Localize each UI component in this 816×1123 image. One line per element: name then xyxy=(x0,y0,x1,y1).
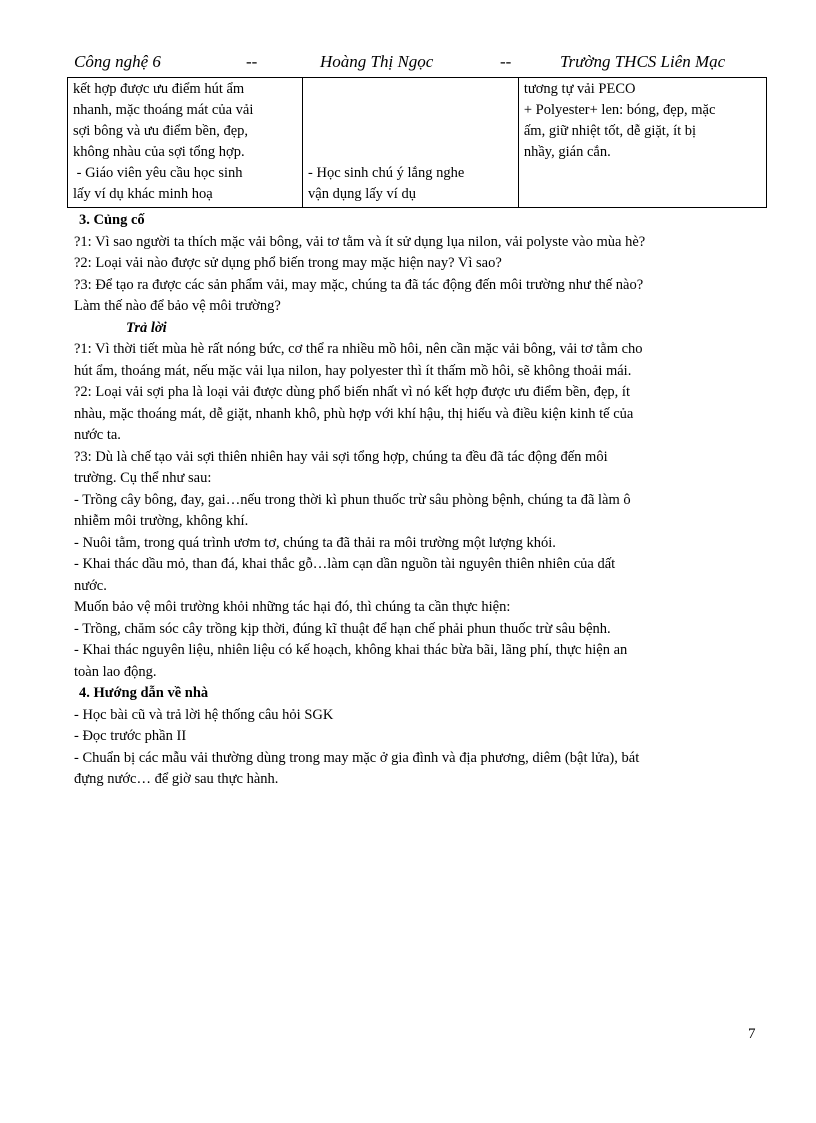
answer-line: ?3: Dù là chế tạo vải sợi thiên nhiên hay vải sợi tổng hợp, chúng ta đều đã tác động đến môi xyxy=(74,448,608,465)
question-line: ?3: Để tạo ra được các sản phẩm vải, may mặc, chúng ta đã tác động đến môi trường như thế nào? xyxy=(74,276,644,293)
page-header xyxy=(74,52,742,78)
answer-line: - Khai thác dầu mỏ, than đá, khai thắc gỗ…làm cạn dần nguồn tài nguyên thiên nhiên của dất xyxy=(74,556,616,572)
answer-line: - Trồng, chăm sóc cây trồng kịp thời, đúng kĩ thuật để hạn chế phải phun thuốc trừ sâu bệnh. xyxy=(74,620,611,637)
homework-line: - Đọc trước phần II xyxy=(74,728,187,744)
answer-line: nhàu, mặc thoáng mát, dễ giặt, nhanh khô, phù hợp với khí hậu, thị hiếu và điều kiện kinh tế của xyxy=(74,405,634,422)
header-separator: -- xyxy=(500,52,512,71)
answer-line: trường. Cụ thể như sau: xyxy=(74,470,212,486)
answer-line: - Trồng cây bông, đay, gai…nếu trong thời kì phun thuốc trừ sâu phòng bệnh, chúng ta đã làm ô xyxy=(74,491,631,508)
student-activity-cell: - Học sinh chú ý lắng nghe vận dụng lấy ví dụ xyxy=(303,78,519,208)
header-school: Trường THCS Liên Mạc xyxy=(560,52,726,71)
question-line: Làm thế nào để bảo vệ môi trường? xyxy=(74,298,281,314)
answer-line: toàn lao động. xyxy=(74,663,157,680)
header-subject: Công nghệ 6 xyxy=(74,52,161,71)
answer-heading: Trả lời xyxy=(126,319,167,336)
answer-line: hút ẩm, thoáng mát, nếu mặc vải lụa nilon, hay polyester thì ít thấm mồ hôi, sẽ không thoải mái. xyxy=(74,362,632,379)
teacher-activity-cell: kết hợp được ưu điểm hút ẩm nhanh, mặc thoáng mát của vải sợi bông và ưu điểm bền, đẹp, không nhàu của sợi tổng hợp. - Giáo viên yêu cầu học sinh lấy ví dụ khác minh hoạ xyxy=(68,78,303,208)
page-number: 7 xyxy=(748,1026,756,1042)
answer-line: nhiễm môi trường, không khí. xyxy=(74,513,249,529)
homework-line: đựng nước… để giờ sau thực hành. xyxy=(74,771,279,787)
question-line: ?1: Vì sao người ta thích mặc vải bông, vải tơ tằm và ít sử dụng lụa nilon, vải polyste vào mùa hè? xyxy=(74,233,646,250)
section-heading: 3. Củng cố xyxy=(79,212,145,228)
lesson-table xyxy=(67,77,767,208)
header-separator: -- xyxy=(246,52,258,71)
document-body xyxy=(74,210,764,791)
section-heading: 4. Hướng dẫn về nhà xyxy=(79,685,209,701)
answer-line: - Khai thác nguyên liệu, nhiên liệu có kế hoạch, không khai thác bừa bãi, lãng phí, thực hiện an xyxy=(74,642,628,658)
table-row xyxy=(68,78,767,208)
homework-line: - Chuẩn bị các mẫu vải thường dùng trong may mặc ở gia đình và địa phương, diêm (bật lửa), bát xyxy=(74,749,640,766)
content-cell: tương tự vải PECO + Polyester+ len: bóng, đẹp, mặc ấm, giữ nhiệt tốt, dễ giặt, ít bị nhầy, gián cắn. xyxy=(518,78,766,208)
answer-line: nước. xyxy=(74,577,107,594)
answer-line: nước ta. xyxy=(74,427,121,443)
question-line: ?2: Loại vải nào được sử dụng phổ biến trong may mặc hiện nay? Vì sao? xyxy=(74,255,502,271)
answer-line: ?2: Loại vải sợi pha là loại vải được dùng phổ biến nhất vì nó kết hợp được ưu điểm bền, đẹp, ít xyxy=(74,384,630,400)
answer-line: ?1: Vì thời tiết mùa hè rất nóng bức, cơ thể ra nhiều mồ hôi, nên cần mặc vải bông, vải tơ tằm cho xyxy=(74,341,643,357)
answer-line: Muốn bảo vệ môi trường khỏi những tác hại đó, thì chúng ta cần thực hiện: xyxy=(74,599,511,615)
homework-line: - Học bài cũ và trả lời hệ thống câu hỏi SGK xyxy=(74,706,334,723)
header-author: Hoàng Thị Ngọc xyxy=(320,52,434,71)
answer-line: - Nuôi tằm, trong quá trình ươm tơ, chúng ta đã thải ra môi trường một lượng khói. xyxy=(74,534,556,551)
